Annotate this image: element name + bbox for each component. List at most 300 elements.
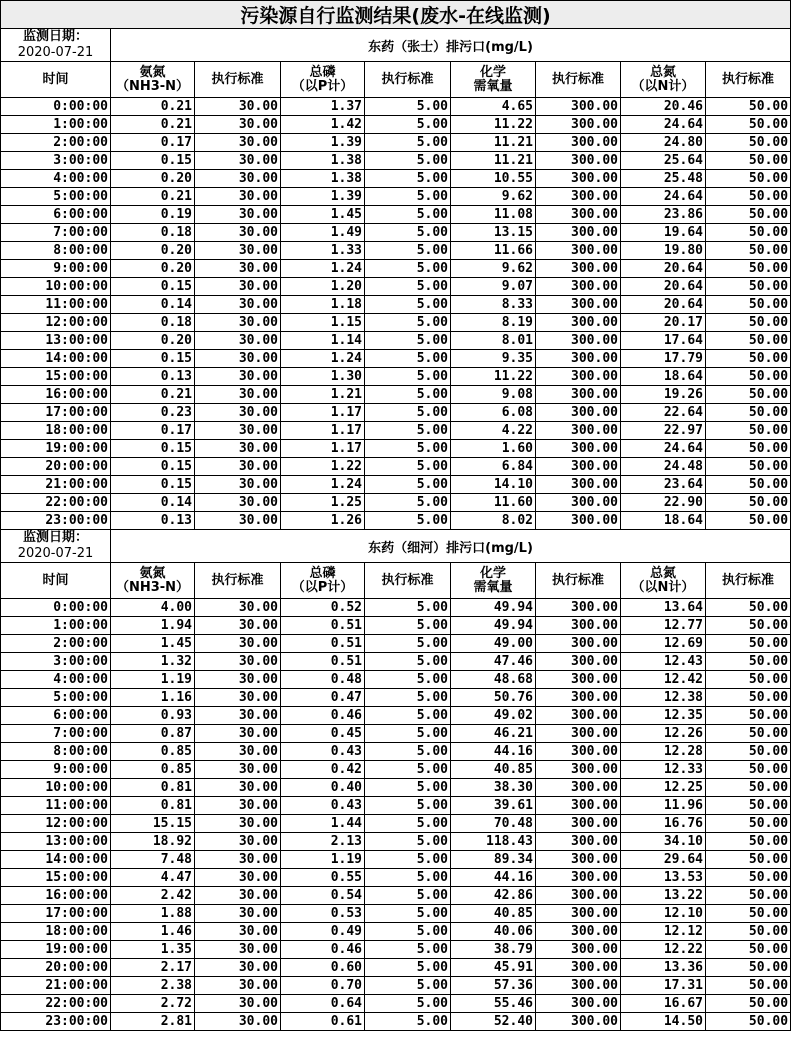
cell-cod-std: 300.00 bbox=[536, 779, 621, 797]
table-row bbox=[1, 851, 791, 869]
header-tn-text: （以N计） bbox=[631, 78, 695, 94]
cell-nh3-std: 30.00 bbox=[195, 404, 281, 422]
cell-tn-std: 50.00 bbox=[706, 869, 791, 887]
cell-cod-std: 300.00 bbox=[536, 458, 621, 476]
cell-cod: 40.85 bbox=[451, 761, 536, 779]
cell-nh3: 0.14 bbox=[111, 494, 195, 512]
cell-nh3: 0.20 bbox=[111, 260, 195, 278]
cell-cod-std: 300.00 bbox=[536, 224, 621, 242]
cell-nh3-std: 30.00 bbox=[195, 689, 281, 707]
cell-tp: 1.24 bbox=[281, 260, 365, 278]
cell-time: 6:00:00 bbox=[1, 206, 111, 224]
cell-tp-std: 5.00 bbox=[365, 779, 451, 797]
cell-nh3-std: 30.00 bbox=[195, 332, 281, 350]
cell-tp-std: 5.00 bbox=[365, 206, 451, 224]
cell-nh3-std: 30.00 bbox=[195, 152, 281, 170]
cell-time: 19:00:00 bbox=[1, 941, 111, 959]
cell-tp: 1.42 bbox=[281, 116, 365, 134]
cell-time: 3:00:00 bbox=[1, 152, 111, 170]
cell-tp: 0.47 bbox=[281, 689, 365, 707]
cell-time: 14:00:00 bbox=[1, 851, 111, 869]
cell-time: 23:00:00 bbox=[1, 1013, 111, 1031]
cell-cod: 10.55 bbox=[451, 170, 536, 188]
cell-tn-std: 50.00 bbox=[706, 779, 791, 797]
cell-tp-std: 5.00 bbox=[365, 440, 451, 458]
cell-tp-std: 5.00 bbox=[365, 422, 451, 440]
cell-nh3: 0.19 bbox=[111, 206, 195, 224]
date-value: 2020-07-21 bbox=[17, 45, 94, 60]
cell-nh3-std: 30.00 bbox=[195, 314, 281, 332]
cell-tn: 12.28 bbox=[621, 743, 706, 761]
cell-nh3: 0.15 bbox=[111, 278, 195, 296]
table-row bbox=[1, 296, 791, 314]
cell-tp: 1.18 bbox=[281, 296, 365, 314]
cell-tn-std: 50.00 bbox=[706, 977, 791, 995]
cell-tp-std: 5.00 bbox=[365, 476, 451, 494]
cell-tp-std: 5.00 bbox=[365, 116, 451, 134]
cell-tp: 1.30 bbox=[281, 368, 365, 386]
table-row bbox=[1, 134, 791, 152]
cell-tp-std: 5.00 bbox=[365, 152, 451, 170]
cell-tn: 16.76 bbox=[621, 815, 706, 833]
table-row bbox=[1, 959, 791, 977]
table-row bbox=[1, 797, 791, 815]
cell-tp: 1.38 bbox=[281, 170, 365, 188]
page-title: 污染源自行监测结果(废水-在线监测) bbox=[1, 1, 791, 29]
header-time-text: 时间 bbox=[42, 71, 69, 87]
cell-tn: 13.53 bbox=[621, 869, 706, 887]
cell-tp-std: 5.00 bbox=[365, 923, 451, 941]
cell-time: 16:00:00 bbox=[1, 386, 111, 404]
cell-nh3: 0.87 bbox=[111, 725, 195, 743]
cell-time: 1:00:00 bbox=[1, 116, 111, 134]
cell-time: 20:00:00 bbox=[1, 458, 111, 476]
header-tn bbox=[621, 563, 706, 599]
cell-tn-std: 50.00 bbox=[706, 440, 791, 458]
cell-cod-std: 300.00 bbox=[536, 995, 621, 1013]
cell-tn-std: 50.00 bbox=[706, 422, 791, 440]
cell-tn-std: 50.00 bbox=[706, 350, 791, 368]
cell-time: 0:00:00 bbox=[1, 98, 111, 116]
table-row bbox=[1, 476, 791, 494]
cell-time: 4:00:00 bbox=[1, 671, 111, 689]
cell-tp-std: 5.00 bbox=[365, 134, 451, 152]
cell-tp-std: 5.00 bbox=[365, 314, 451, 332]
cell-tn-std: 50.00 bbox=[706, 815, 791, 833]
cell-tn: 24.80 bbox=[621, 134, 706, 152]
cell-time: 18:00:00 bbox=[1, 422, 111, 440]
cell-cod-std: 300.00 bbox=[536, 797, 621, 815]
cell-nh3-std: 30.00 bbox=[195, 725, 281, 743]
header-cod-standard bbox=[536, 563, 621, 599]
cell-cod: 11.21 bbox=[451, 134, 536, 152]
column-header-row bbox=[1, 62, 791, 98]
cell-tn-std: 50.00 bbox=[706, 296, 791, 314]
cell-cod: 1.60 bbox=[451, 440, 536, 458]
cell-tp: 0.40 bbox=[281, 779, 365, 797]
cell-nh3-std: 30.00 bbox=[195, 386, 281, 404]
cell-cod: 46.21 bbox=[451, 725, 536, 743]
table-row bbox=[1, 653, 791, 671]
cell-tp: 1.22 bbox=[281, 458, 365, 476]
cell-nh3: 0.18 bbox=[111, 224, 195, 242]
cell-tp: 2.13 bbox=[281, 833, 365, 851]
cell-tp: 1.39 bbox=[281, 134, 365, 152]
cell-tp-std: 5.00 bbox=[365, 995, 451, 1013]
header-tp-text: 总磷 bbox=[309, 565, 336, 581]
table-row bbox=[1, 635, 791, 653]
cell-time: 11:00:00 bbox=[1, 296, 111, 314]
cell-nh3-std: 30.00 bbox=[195, 761, 281, 779]
cell-tn: 22.64 bbox=[621, 404, 706, 422]
cell-tp-std: 5.00 bbox=[365, 959, 451, 977]
cell-time: 5:00:00 bbox=[1, 689, 111, 707]
cell-cod-std: 300.00 bbox=[536, 260, 621, 278]
table-row bbox=[1, 386, 791, 404]
cell-time: 15:00:00 bbox=[1, 368, 111, 386]
cell-cod: 11.22 bbox=[451, 116, 536, 134]
cell-time: 4:00:00 bbox=[1, 170, 111, 188]
header-cod-text: 需氧量 bbox=[473, 579, 513, 595]
cell-nh3-std: 30.00 bbox=[195, 833, 281, 851]
header-tn-standard bbox=[706, 563, 791, 599]
cell-nh3: 0.14 bbox=[111, 296, 195, 314]
table-row bbox=[1, 368, 791, 386]
cell-cod: 9.07 bbox=[451, 278, 536, 296]
cell-cod: 52.40 bbox=[451, 1013, 536, 1031]
cell-tn: 11.96 bbox=[621, 797, 706, 815]
cell-tp: 0.43 bbox=[281, 743, 365, 761]
cell-nh3-std: 30.00 bbox=[195, 242, 281, 260]
table-row bbox=[1, 689, 791, 707]
cell-nh3-std: 30.00 bbox=[195, 350, 281, 368]
cell-tn-std: 50.00 bbox=[706, 995, 791, 1013]
cell-nh3: 1.45 bbox=[111, 635, 195, 653]
cell-cod-std: 300.00 bbox=[536, 761, 621, 779]
cell-cod-std: 300.00 bbox=[536, 152, 621, 170]
cell-nh3: 0.20 bbox=[111, 170, 195, 188]
cell-tp: 0.52 bbox=[281, 599, 365, 617]
table-row bbox=[1, 170, 791, 188]
cell-tn: 12.25 bbox=[621, 779, 706, 797]
cell-time: 2:00:00 bbox=[1, 635, 111, 653]
cell-time: 19:00:00 bbox=[1, 440, 111, 458]
cell-tn-std: 50.00 bbox=[706, 332, 791, 350]
cell-cod: 4.65 bbox=[451, 98, 536, 116]
cell-tn: 23.86 bbox=[621, 206, 706, 224]
cell-nh3-std: 30.00 bbox=[195, 1013, 281, 1031]
cell-cod-std: 300.00 bbox=[536, 134, 621, 152]
cell-tn-std: 50.00 bbox=[706, 743, 791, 761]
cell-tp-std: 5.00 bbox=[365, 368, 451, 386]
header-nh3 bbox=[111, 563, 195, 599]
cell-cod: 39.61 bbox=[451, 797, 536, 815]
header-tp-standard bbox=[365, 563, 451, 599]
cell-cod-std: 300.00 bbox=[536, 635, 621, 653]
cell-tp-std: 5.00 bbox=[365, 797, 451, 815]
cell-cod: 89.34 bbox=[451, 851, 536, 869]
cell-tn-std: 50.00 bbox=[706, 188, 791, 206]
table-row bbox=[1, 815, 791, 833]
cell-cod: 45.91 bbox=[451, 959, 536, 977]
cell-tp: 1.45 bbox=[281, 206, 365, 224]
cell-cod: 4.22 bbox=[451, 422, 536, 440]
cell-tn: 24.64 bbox=[621, 116, 706, 134]
cell-tp: 0.61 bbox=[281, 1013, 365, 1031]
cell-cod-std: 300.00 bbox=[536, 368, 621, 386]
cell-nh3-std: 30.00 bbox=[195, 887, 281, 905]
cell-tp: 0.46 bbox=[281, 941, 365, 959]
cell-tn: 13.36 bbox=[621, 959, 706, 977]
cell-cod-std: 300.00 bbox=[536, 332, 621, 350]
cell-tp-std: 5.00 bbox=[365, 332, 451, 350]
table-row bbox=[1, 599, 791, 617]
cell-tp: 1.25 bbox=[281, 494, 365, 512]
cell-nh3: 0.17 bbox=[111, 134, 195, 152]
cell-tn: 12.43 bbox=[621, 653, 706, 671]
cell-nh3-std: 30.00 bbox=[195, 599, 281, 617]
cell-tp: 0.46 bbox=[281, 707, 365, 725]
cell-cod: 57.36 bbox=[451, 977, 536, 995]
cell-cod: 13.15 bbox=[451, 224, 536, 242]
cell-tn-std: 50.00 bbox=[706, 458, 791, 476]
cell-tn: 25.64 bbox=[621, 152, 706, 170]
cell-cod: 48.68 bbox=[451, 671, 536, 689]
cell-time: 6:00:00 bbox=[1, 707, 111, 725]
cell-tn-std: 50.00 bbox=[706, 134, 791, 152]
cell-cod-std: 300.00 bbox=[536, 599, 621, 617]
header-cod bbox=[451, 563, 536, 599]
cell-tn: 13.64 bbox=[621, 599, 706, 617]
cell-tn: 23.64 bbox=[621, 476, 706, 494]
header-time-text: 时间 bbox=[42, 572, 69, 588]
cell-time: 7:00:00 bbox=[1, 224, 111, 242]
cell-nh3: 0.21 bbox=[111, 188, 195, 206]
cell-tp: 1.14 bbox=[281, 332, 365, 350]
cell-tp: 1.24 bbox=[281, 350, 365, 368]
cell-nh3: 0.81 bbox=[111, 797, 195, 815]
cell-nh3: 0.93 bbox=[111, 707, 195, 725]
cell-tn-std: 50.00 bbox=[706, 905, 791, 923]
cell-nh3: 0.20 bbox=[111, 242, 195, 260]
cell-tp: 0.48 bbox=[281, 671, 365, 689]
header-nh3-standard bbox=[195, 62, 281, 98]
cell-cod-std: 300.00 bbox=[536, 815, 621, 833]
table-row bbox=[1, 869, 791, 887]
table-row bbox=[1, 779, 791, 797]
cell-tn-std: 50.00 bbox=[706, 278, 791, 296]
table-row bbox=[1, 350, 791, 368]
cell-tp-std: 5.00 bbox=[365, 224, 451, 242]
cell-tp: 0.51 bbox=[281, 653, 365, 671]
cell-nh3: 0.21 bbox=[111, 386, 195, 404]
cell-time: 13:00:00 bbox=[1, 332, 111, 350]
cell-tn-std: 50.00 bbox=[706, 206, 791, 224]
cell-tp: 0.53 bbox=[281, 905, 365, 923]
cell-cod: 8.33 bbox=[451, 296, 536, 314]
cell-time: 10:00:00 bbox=[1, 278, 111, 296]
cell-nh3-std: 30.00 bbox=[195, 815, 281, 833]
header-tp-standard bbox=[365, 62, 451, 98]
table-row bbox=[1, 707, 791, 725]
table-row bbox=[1, 887, 791, 905]
cell-tn-std: 50.00 bbox=[706, 98, 791, 116]
table-row bbox=[1, 278, 791, 296]
cell-tp-std: 5.00 bbox=[365, 815, 451, 833]
cell-time: 22:00:00 bbox=[1, 995, 111, 1013]
cell-tp: 1.33 bbox=[281, 242, 365, 260]
cell-nh3-std: 30.00 bbox=[195, 959, 281, 977]
table-row bbox=[1, 833, 791, 851]
cell-tp: 1.19 bbox=[281, 851, 365, 869]
header-tn-text: 总氮 bbox=[649, 64, 676, 80]
cell-tn-std: 50.00 bbox=[706, 851, 791, 869]
cell-nh3-std: 30.00 bbox=[195, 440, 281, 458]
cell-nh3-std: 30.00 bbox=[195, 458, 281, 476]
cell-nh3-std: 30.00 bbox=[195, 707, 281, 725]
table-row bbox=[1, 260, 791, 278]
header-nh3 bbox=[111, 62, 195, 98]
cell-nh3: 4.00 bbox=[111, 599, 195, 617]
cell-cod-std: 300.00 bbox=[536, 116, 621, 134]
cell-nh3: 0.17 bbox=[111, 422, 195, 440]
cell-tn-std: 50.00 bbox=[706, 797, 791, 815]
cell-nh3: 0.15 bbox=[111, 440, 195, 458]
cell-tn: 18.64 bbox=[621, 368, 706, 386]
header-cod-text: 化学 bbox=[479, 565, 506, 581]
header-tp-standard-text: 执行标准 bbox=[381, 572, 434, 588]
cell-time: 18:00:00 bbox=[1, 923, 111, 941]
cell-tn-std: 50.00 bbox=[706, 494, 791, 512]
header-tp bbox=[281, 563, 365, 599]
cell-nh3: 2.81 bbox=[111, 1013, 195, 1031]
cell-tp-std: 5.00 bbox=[365, 1013, 451, 1031]
cell-nh3-std: 30.00 bbox=[195, 512, 281, 530]
cell-nh3: 2.38 bbox=[111, 977, 195, 995]
cell-cod: 70.48 bbox=[451, 815, 536, 833]
cell-tp: 0.54 bbox=[281, 887, 365, 905]
cell-time: 17:00:00 bbox=[1, 905, 111, 923]
cell-nh3-std: 30.00 bbox=[195, 278, 281, 296]
cell-tp-std: 5.00 bbox=[365, 707, 451, 725]
cell-nh3-std: 30.00 bbox=[195, 941, 281, 959]
cell-nh3: 2.72 bbox=[111, 995, 195, 1013]
cell-cod: 50.76 bbox=[451, 689, 536, 707]
cell-tn: 20.17 bbox=[621, 314, 706, 332]
cell-cod: 11.08 bbox=[451, 206, 536, 224]
cell-cod-std: 300.00 bbox=[536, 350, 621, 368]
header-nh3-standard bbox=[195, 563, 281, 599]
date-value: 2020-07-21 bbox=[17, 546, 94, 561]
table-row bbox=[1, 995, 791, 1013]
cell-tp: 1.26 bbox=[281, 512, 365, 530]
cell-cod-std: 300.00 bbox=[536, 278, 621, 296]
header-time bbox=[1, 563, 111, 599]
cell-nh3-std: 30.00 bbox=[195, 116, 281, 134]
cell-tp-std: 5.00 bbox=[365, 833, 451, 851]
cell-time: 12:00:00 bbox=[1, 815, 111, 833]
cell-cod-std: 300.00 bbox=[536, 386, 621, 404]
cell-cod-std: 300.00 bbox=[536, 188, 621, 206]
cell-time: 16:00:00 bbox=[1, 887, 111, 905]
cell-nh3-std: 30.00 bbox=[195, 134, 281, 152]
table-row bbox=[1, 923, 791, 941]
cell-cod: 9.62 bbox=[451, 260, 536, 278]
cell-tn: 12.35 bbox=[621, 707, 706, 725]
cell-nh3-std: 30.00 bbox=[195, 671, 281, 689]
cell-nh3: 0.21 bbox=[111, 116, 195, 134]
cell-tp-std: 5.00 bbox=[365, 170, 451, 188]
cell-tp: 0.64 bbox=[281, 995, 365, 1013]
table-row bbox=[1, 314, 791, 332]
cell-cod: 8.01 bbox=[451, 332, 536, 350]
cell-nh3-std: 30.00 bbox=[195, 368, 281, 386]
cell-tp: 1.44 bbox=[281, 815, 365, 833]
cell-tp: 1.49 bbox=[281, 224, 365, 242]
cell-tn-std: 50.00 bbox=[706, 476, 791, 494]
cell-nh3: 1.94 bbox=[111, 617, 195, 635]
cell-cod: 11.66 bbox=[451, 242, 536, 260]
outlet-name: 东药（细河）排污口(mg/L) bbox=[111, 530, 791, 563]
cell-nh3-std: 30.00 bbox=[195, 224, 281, 242]
cell-tn-std: 50.00 bbox=[706, 671, 791, 689]
cell-nh3-std: 30.00 bbox=[195, 635, 281, 653]
cell-tp-std: 5.00 bbox=[365, 404, 451, 422]
cell-tn-std: 50.00 bbox=[706, 314, 791, 332]
table-row bbox=[1, 761, 791, 779]
table-row bbox=[1, 458, 791, 476]
header-cod-text: 需氧量 bbox=[473, 78, 513, 94]
cell-tp-std: 5.00 bbox=[365, 671, 451, 689]
cell-nh3-std: 30.00 bbox=[195, 797, 281, 815]
cell-cod-std: 300.00 bbox=[536, 671, 621, 689]
cell-nh3: 0.85 bbox=[111, 761, 195, 779]
cell-nh3: 7.48 bbox=[111, 851, 195, 869]
cell-tn-std: 50.00 bbox=[706, 617, 791, 635]
cell-tp: 1.21 bbox=[281, 386, 365, 404]
cell-tn: 12.10 bbox=[621, 905, 706, 923]
cell-tp: 1.37 bbox=[281, 98, 365, 116]
cell-cod-std: 300.00 bbox=[536, 941, 621, 959]
table-row bbox=[1, 188, 791, 206]
cell-tn: 17.64 bbox=[621, 332, 706, 350]
cell-nh3: 0.81 bbox=[111, 779, 195, 797]
cell-nh3: 0.18 bbox=[111, 314, 195, 332]
cell-nh3-std: 30.00 bbox=[195, 476, 281, 494]
cell-cod: 11.60 bbox=[451, 494, 536, 512]
cell-cod-std: 300.00 bbox=[536, 887, 621, 905]
header-tn bbox=[621, 62, 706, 98]
cell-tn-std: 50.00 bbox=[706, 707, 791, 725]
cell-cod: 44.16 bbox=[451, 743, 536, 761]
header-cod-standard bbox=[536, 62, 621, 98]
cell-tn: 12.42 bbox=[621, 671, 706, 689]
column-header-row bbox=[1, 563, 791, 599]
cell-time: 8:00:00 bbox=[1, 743, 111, 761]
cell-cod: 9.62 bbox=[451, 188, 536, 206]
cell-time: 7:00:00 bbox=[1, 725, 111, 743]
cell-nh3: 18.92 bbox=[111, 833, 195, 851]
cell-cod: 8.19 bbox=[451, 314, 536, 332]
header-tp-standard-text: 执行标准 bbox=[381, 71, 434, 87]
cell-tn-std: 50.00 bbox=[706, 404, 791, 422]
cell-tn-std: 50.00 bbox=[706, 512, 791, 530]
cell-time: 21:00:00 bbox=[1, 476, 111, 494]
cell-nh3-std: 30.00 bbox=[195, 296, 281, 314]
cell-tn: 12.33 bbox=[621, 761, 706, 779]
cell-time: 9:00:00 bbox=[1, 761, 111, 779]
header-time bbox=[1, 62, 111, 98]
